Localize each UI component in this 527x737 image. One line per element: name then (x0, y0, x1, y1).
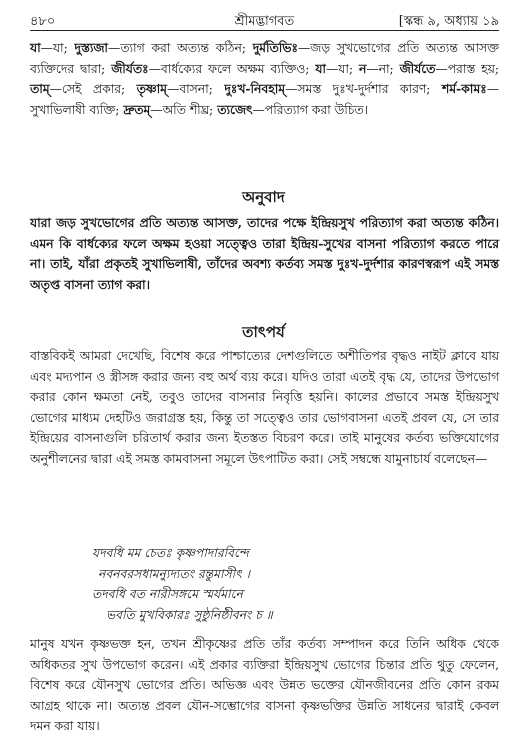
synonym-term: দ্রুতম্ (123, 101, 151, 117)
synonym-meaning: —ত্যাগ করা অত্যন্ত কঠিন; (107, 41, 253, 55)
synonym-term: যা (30, 40, 41, 55)
synonym-meaning: —সমস্ত দুঃখ-দুর্দশার কারণ; (285, 82, 442, 96)
synonym-meaning: —না; (366, 61, 400, 76)
quoted-verse (92, 543, 499, 625)
page-number: ৪৮০ (30, 14, 56, 29)
synonym-meaning: —যা; (40, 41, 75, 55)
header-rule (30, 30, 499, 31)
synonym-meaning: —বাসনা; (166, 82, 225, 96)
verse-line: ভবতি মুখবিকারঃ সুষ্ঠুনিষ্ঠীবনং চ ॥ (106, 607, 273, 622)
translation-text: যারা জড় সুখভোগের প্রতি অত্যন্ত আসক্ত, তাদের পক্ষে ইন্দ্রিয়সুখ পরিত্যাগ করা অত্যন্ত কঠিন। এমন কি বার্ধক্যের ফলে অক্ষম হওয়া সত্ত্বেও তারা ইন্দ্রিয়-সুখের বাসনা পরিত্যাগ করতে পারে না। তাই, যাঁরা প্রকৃতই সুখাভিলাষী, তাঁদের অবশ্য কর্তব্য সমস্ত দুঃখ-দুর্দশার কারণস্বরূপ এই সমস্ত অতৃপ্ত বাসনা ত্যাগ করা। (30, 215, 499, 292)
synonym-meaning: —সেই প্রকার; (49, 82, 137, 96)
chapter-reference: [স্কন্ধ ৯, অধ্যায় ১৯ (398, 14, 499, 29)
synonym-term: দুস্ত্যজা (74, 40, 108, 55)
running-title: শ্রীমদ্ভাগবত (234, 14, 295, 29)
verse-line: নবনবরসধামন্যুদ্যতং রন্তুমাসীৎ । (98, 566, 251, 581)
word-synonyms (30, 38, 499, 120)
synonym-term: দুর্মতিভিঃ (252, 40, 298, 55)
synonym-meaning: —যা; (326, 61, 360, 76)
synonym-term: ন (359, 60, 367, 76)
translation-heading: অনুবাদ (242, 188, 285, 206)
purport-text-1: বাস্তবিকই আমরা দেখেছি, বিশেষ করে পাশ্চাত্যের দেশগুলিতে অশীতিপর বৃদ্ধও নাইট ক্লাবে যায় এবং মদ্যপান ও স্ত্রীসঙ্গ করার জন্য বহু অর্থ ব্যয় করে। যদিও তারা এতই বৃদ্ধ যে, তাদের উপভোগ করার কোন ক্ষমতা নেই, তবুও তাদের বাসনার নিবৃত্তি হয়নি। কালের প্রভাবে সমস্ত ইন্দ্রিয়সুখ ভোগের মাধ্যম দেহটিও জরাগ্রস্ত হয়, কিন্তু তা সত্ত্বেও তার ভোগবাসনা এতই প্রবল যে, সে তার ইন্দ্রিয়ের বাসনাগুলি চরিতার্থ করার জন্য ইতস্তত বিচরণ করে। তাই মানুষের কর্তব্য ভক্তিযোগের অনুশীলনের দ্বারা এই সমস্ত কামবাসনা সমূলে উৎপাটিত করা। সেই সম্বন্ধে যামুনাচার্য বলেছেন— (30, 349, 499, 466)
purport-heading: তাৎপর্য (242, 323, 285, 341)
verse-line: যদবধি মম চেতঃ কৃষ্ণপাদারবিন্দে (92, 546, 249, 560)
synonym-term: যা (315, 60, 326, 76)
synonym-term: ত্যজেৎ (217, 101, 253, 117)
synonym-meaning: —অতি শীঘ্র; (150, 102, 218, 117)
synonym-meaning: —সুখাভিলাষী ব্যক্তি; (30, 82, 499, 117)
synonym-term: তৃষ্ণাম্ (136, 81, 167, 96)
synonym-term: জীর্যতঃ (111, 60, 149, 76)
synonym-meaning: —পরাস্ত হয়; (435, 61, 499, 76)
synonym-meaning: —জড় সুখভোগের প্রতি অত্যন্ত আসক্ত ব্যক্তিদের দ্বারা; (30, 41, 499, 76)
synonym-term: শর্ম-কামঃ (441, 81, 487, 96)
synonym-term: জীর্যতে (399, 60, 436, 76)
synonym-term: দুঃখ-নিবহাম্ (224, 81, 286, 96)
synonym-meaning: —পরিত্যাগ করা উচিত। (252, 102, 368, 117)
purport-text-2: মানুষ যখন কৃষ্ণভক্ত হন, তখন শ্রীকৃষ্ণের প্রতি তাঁর কর্তব্য সম্পাদন করে তিনি অধিক থেকে অধিকতর সুখ উপভোগ করেন। এই প্রকার ব্যক্তিরা ইন্দ্রিয়সুখ ভোগের চিন্তার প্রতি থুতু ফেলেন, বিশেষ করে যৌনসুখ ভোগের প্রতি। অভিজ্ঞ এবং উন্নত ভক্তের যৌনজীবনের প্রতি কোন রকম আগ্রহ থাকে না। অত্যন্ত প্রবল যৌন-সম্ভোগের বাসনা কৃষ্ণভক্তির উন্নতি সাধনের দ্বারাই কেবল দমন করা যায়। (30, 637, 499, 733)
synonym-meaning: —বার্ধক্যের ফলে অক্ষম ব্যক্তিও; (148, 61, 316, 76)
verse-line: তদবধি বত নারীসঙ্গমে স্মর্যমানে (92, 587, 243, 601)
synonym-term: তাম্ (30, 81, 50, 96)
